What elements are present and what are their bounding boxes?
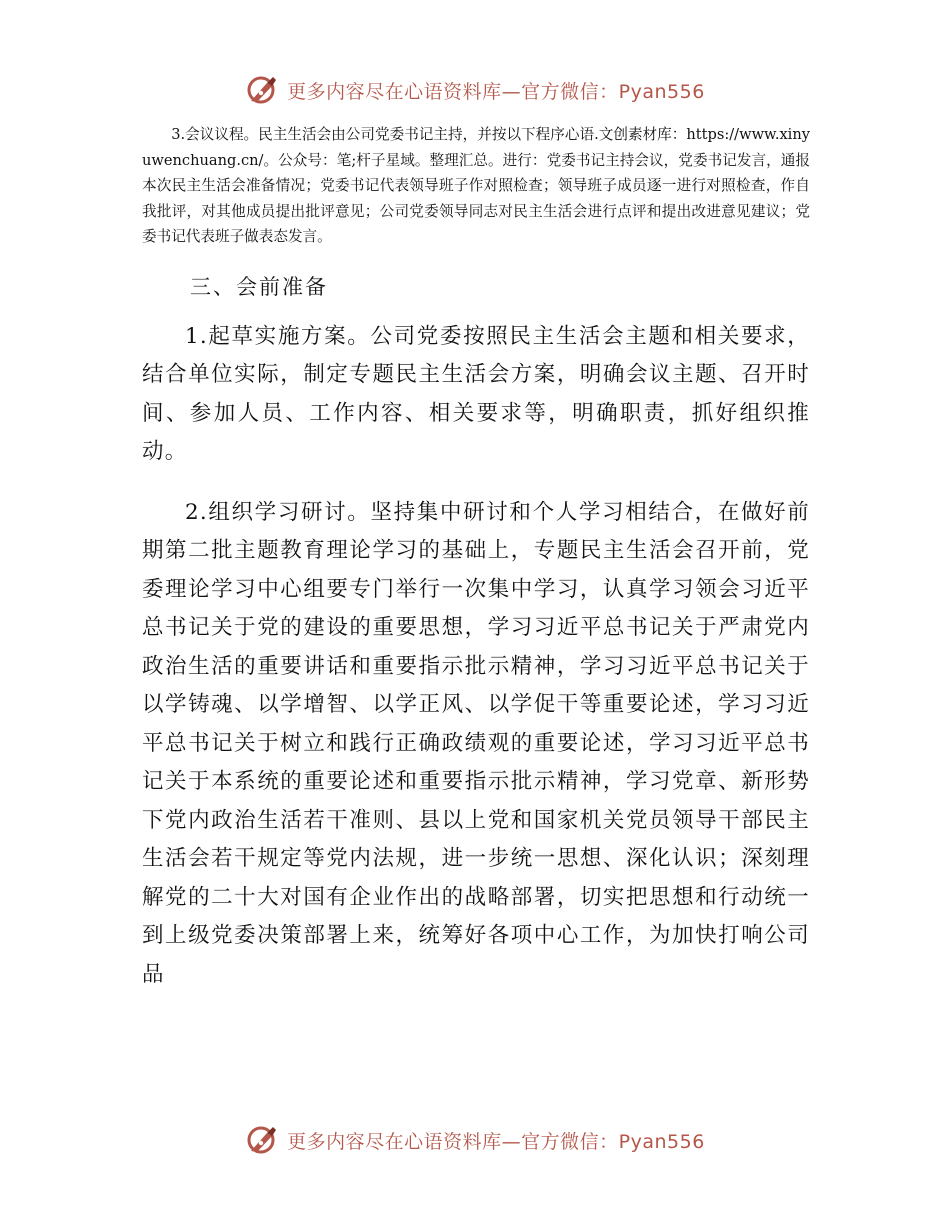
- paragraph-study-discussion: 2.组织学习研讨。坚持集中研讨和个人学习相结合，在做好前期第二批主题教育理论学习的基础上，专题民主生活会召开前，党委理论学习中心组要专门举行一次集中学习，认真学习领会习近平总书记关于党的建设的重要思想，学习习近平总书记关于严肃党内政治生活的重要讲话和重要指示批示精神，学习习近平总书记关于以学铸魂、以学增智、以学正风、以学促干等重要论述，学习习近平总书记关于树立和践行正确政绩观的重要论述，学习习近平总书记关于本系统的重要论述和重要指示批示精神，学习党章、新形势下党内政治生活若干准则、县以上党和国家机关党员领导干部民主生活会若干规定等党内法规，进一步统一思想、深化认识；深刻理解党的二十大对国有企业作出的战略部署，切实把思想和行动统一到上级党委决策部署上来，统筹好各项中心工作，为加快打响公司品: [142, 499, 810, 987]
- paragraph-draft-plan: 1.起草实施方案。公司党委按照民主生活会主题和相关要求，结合单位实际，制定专题民主生活会方案，明确会议主题、召开时间、参加人员、工作内容、相关要求等，明确职责，抓好组织推动。: [142, 323, 810, 464]
- section-heading: 三、会前准备: [190, 274, 328, 299]
- header-banner-text: 更多内容尽在心语资料库—官方微信：Pyan556: [287, 80, 705, 103]
- pen-logo-icon: [245, 1123, 279, 1157]
- pen-logo-icon: [245, 73, 279, 107]
- document-body: [142, 122, 810, 994]
- footer-banner-text: 更多内容尽在心语资料库—官方微信：Pyan556: [287, 1130, 705, 1153]
- agenda-paragraph: 3.会议议程。民主生活会由公司党委书记主持，并按以下程序心语.文创素材库：https://www.xinyuwenchuang.cn/。公众号：笔;杆子星域。整理汇总。进行：党委书记主持会议，党委书记发言，通报本次民主生活会准备情况；党委书记代表领导班子作对照检查；领导班子成员逐一进行对照检查，作自我批评，对其他成员提出批评意见；公司党委领导同志对民主生活会进行点评和提出改进意见建议；党委书记代表班子做表态发言。: [142, 126, 810, 245]
- header-banner: [0, 70, 950, 110]
- footer-banner: [0, 1120, 950, 1160]
